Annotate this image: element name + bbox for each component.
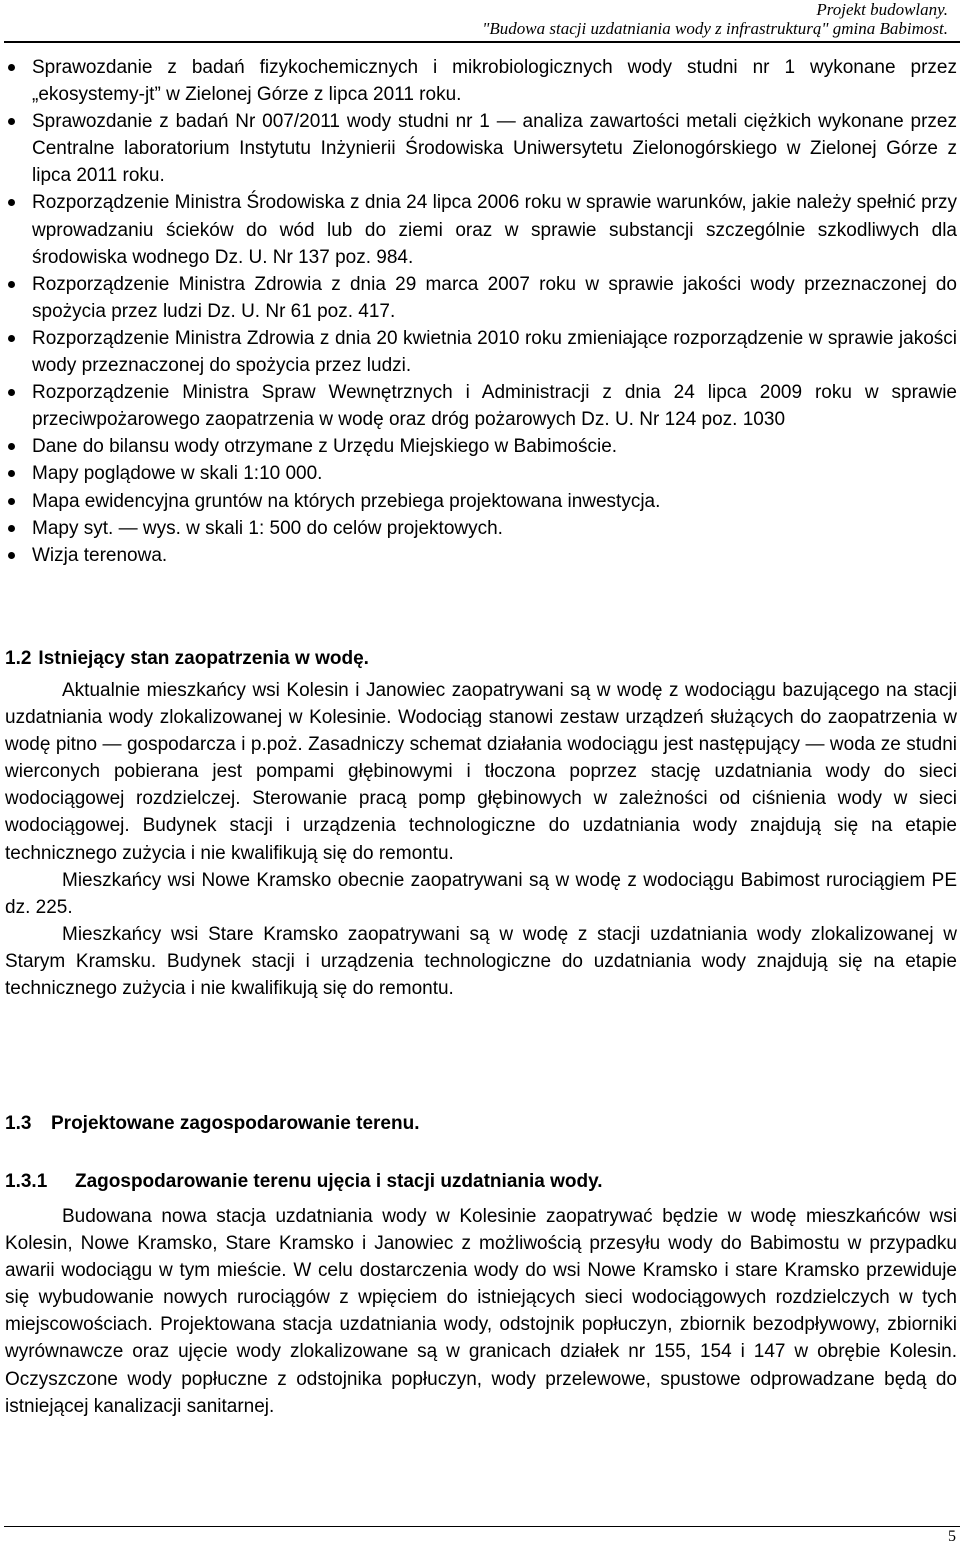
list-item [0,542,960,569]
list-item-text: Rozporządzenie Ministra Zdrowia z dnia 20 kwietnia 2010 roku zmieniające rozporządzenie w sprawie jakości wody przeznaczonej do spożycia przez ludzi. [32,327,957,377]
bullet-icon [8,335,15,342]
list-item-text: Rozporządzenie Ministra Zdrowia z dnia 29 marca 2007 roku w sprawie jakości wody przeznaczonej do spożycia przez ludzi Dz. U. Nr 61 poz. 417. [32,273,957,322]
list-item-text: Mapy syt. — wys. w skali 1: 500 do celów projektowych. [32,517,503,539]
list-item [0,515,960,542]
bullet-icon [8,389,15,396]
section-heading-1-3-1 [5,1170,603,1194]
header-project-title: "Budowa stacji uzdatniania wody z infrastrukturą" gmina Babimost. [482,19,948,38]
paragraph: Mieszkańcy wsi Nowe Kramsko obecnie zaopatrywani są w wodę z wodociągu Babimost rurociągiem PE dz. 225. [5,869,957,918]
bullet-icon [8,443,15,450]
bullet-icon [8,552,15,559]
section-body-1-3-1 [5,1203,957,1420]
list-item-text: Sprawozdanie z badań Nr 007/2011 wody studni nr 1 — analiza zawartości metali ciężkich wykonane przez Centralne laboratorium Instytutu Inżynierii Środowiska Uniwersytetu Zielonogórskiego w Zielonej Górze z lipca 2011 roku. [32,111,957,187]
bullet-icon [8,64,15,71]
bullet-icon [8,470,15,477]
section-heading-1-2 [5,647,369,671]
paragraph: Aktualnie mieszkańcy wsi Kolesin i Janowiec zaopatrywani są w wodę z wodociągu bazującego na stacji uzdatniania wody zlokalizowanej w Kolesinie. Wodociąg stanowi zestaw urządzeń służących do zaopatrzenia w wodę pitno — gospodarcza i p.poż. Zasadniczy schemat działania wodociągu jest następujący — woda ze studni wierconych pobierana jest pompami głębinowymi i tłoczona poprzez stację uzdatniania wody do sieci wodociągowej rozdzielczej. Sterowanie pracą pomp głębinowych w zależności od ciśnienia wody w sieci wodociągowej. Budynek stacji i urządzenia technologiczne do uzdatniania wody znajdują się na etapie technicznego zużycia i nie kwalifikują się do remontu. [5,680,957,864]
section-title: Projektowane zagospodarowanie terenu. [51,1113,420,1134]
bullet-icon [8,498,15,505]
list-item [0,325,960,379]
section-heading-1-3 [5,1112,419,1136]
bullet-icon [8,118,15,125]
bullet-icon [8,525,15,532]
list-item-text: Mapa ewidencyjna gruntów na których przebiega projektowana inwestycja. [32,490,661,512]
bullet-icon [8,199,15,206]
list-item [0,433,960,460]
footer-divider [4,1526,960,1527]
list-item-text: Rozporządzenie Ministra Spraw Wewnętrznych i Administracji z dnia 24 lipca 2009 roku w sprawie przeciwpożarowego zaopatrzenia w wodę oraz dróg pożarowych Dz. U. Nr 124 poz. 1030 [32,382,957,431]
list-item [0,460,960,487]
paragraph: Mieszkańcy wsi Stare Kramsko zaopatrywani są w wodę z stacji uzdatniania wody zlokalizowanej w Starym Kramsku. Budynek stacji i urządzenia technologiczne do uzdatniania wody znajdują się na etapie technicznego zużycia i nie kwalifikują się do remontu. [5,923,957,1000]
list-item-text: Mapy poglądowe w skali 1:10 000. [32,463,323,485]
list-item [0,189,960,270]
list-item [0,379,960,433]
section-title: Zagospodarowanie terenu ujęcia i stacji uzdatniania wody. [75,1171,603,1192]
section-number: 1.2 [5,648,32,669]
page-header [0,0,960,42]
list-item-text: Rozporządzenie Ministra Środowiska z dnia 24 lipca 2006 roku w sprawie warunków, jakie należy spełnić przy wprowadzaniu ścieków do wód lub do ziemi oraz w sprawie substancji szczególnie szkodliwych dla środowiska wodnego Dz. U. Nr 137 poz. 984. [32,192,957,268]
list-item [0,488,960,515]
section-body-1-2 [5,677,957,1002]
section-number: 1.3 [5,1113,32,1134]
source-documents-list [0,54,960,569]
section-title: Istniejący stan zaopatrzenia w wodę. [38,648,369,669]
list-item-text: Wizja terenowa. [32,544,168,566]
list-item [0,54,960,108]
paragraph: Budowana nowa stacja uzdatniania wody w Kolesinie zaopatrywać będzie w wodę mieszkańców wsi Kolesin, Nowe Kramsko, Stare Kramsko i Janowiec z możliwością przesyłu wody do Babimostu w przypadku awarii wodociągu w tym mieście. W celu dostarczenia wody do wsi Nowe Kramsko i stare Kramsko przewiduje się wybudowanie nowych rurociągów z wpięciem do istniejących sieci wodociągowych rozdzielczych w tych miejscowościach. Projektowana stacja uzdatniania wody, odstojnik popłuczyn, zbiornik bezodpływowy, zbiorniki wyrównawcze oraz ujęcie wody zlokalizowane są w granicach działek nr 155, 154 i 147 w obrębie Kolesin. Oczyszczone wody popłuczne z odstojnika popłuczyn, wody przelewowe, spustowe odprowadzane będą do istniejącej kanalizacji sanitarnej. [5,1206,957,1417]
list-item [0,271,960,325]
list-item-text: Dane do bilansu wody otrzymane z Urzędu Miejskiego w Babimoście. [32,436,618,458]
header-project-type: Projekt budowlany. [816,0,948,19]
section-number: 1.3.1 [5,1171,48,1192]
bullet-icon [8,281,15,288]
header-divider [4,41,960,43]
list-item [0,108,960,189]
list-item-text: Sprawozdanie z badań fizykochemicznych i mikrobiologicznych wody studni nr 1 wykonane przez „ekosystemy-jt” w Zielonej Górze z lipca 2011 roku. [32,57,957,106]
page-number: 5 [948,1528,956,1545]
